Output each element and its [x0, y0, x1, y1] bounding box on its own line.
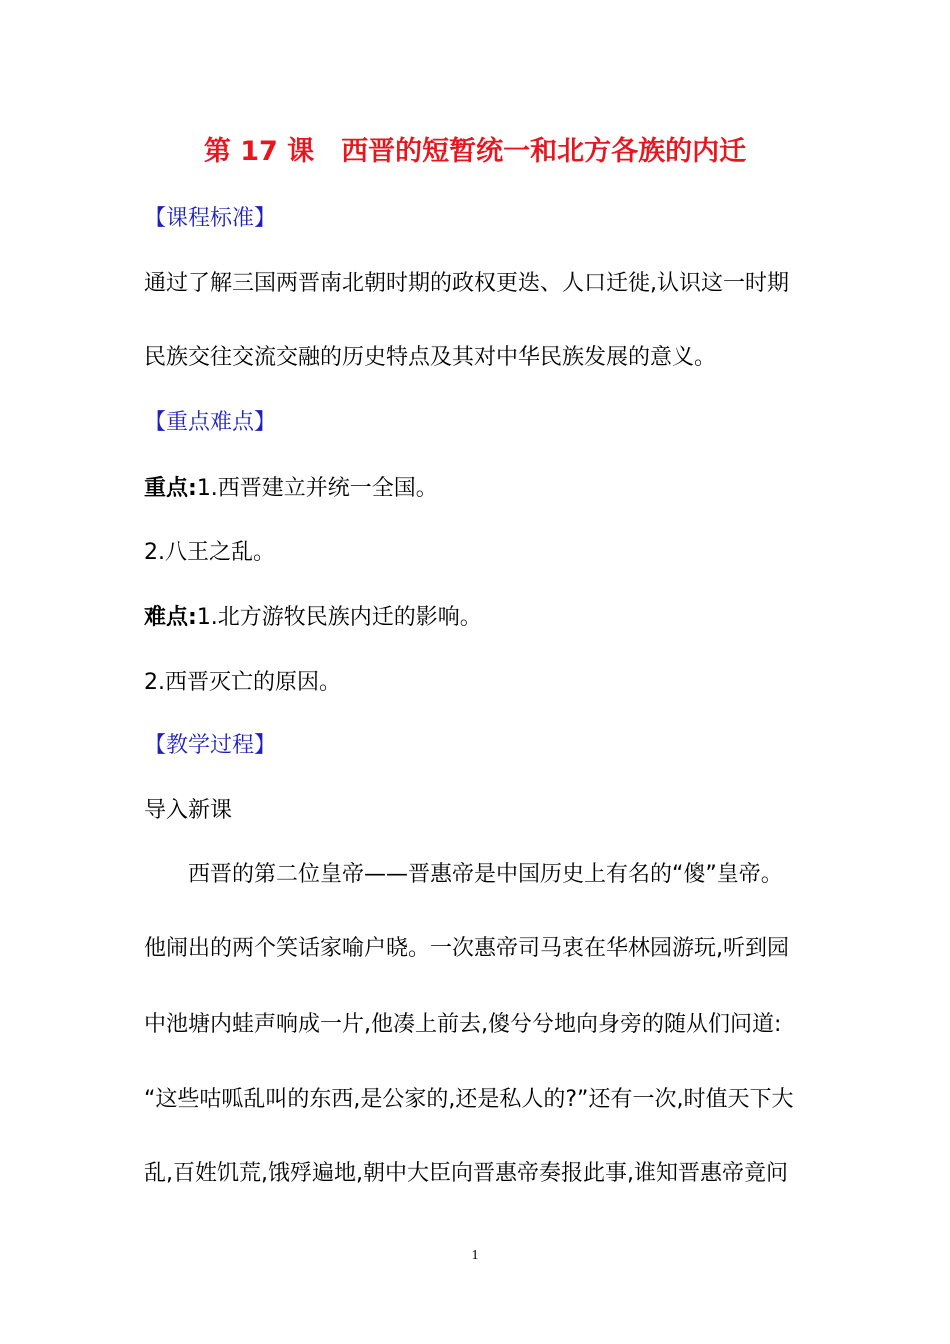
paragraph-line-2: 他闹出的两个笑话家喻户晓。一次惠帝司马衷在华林园游玩,听到园	[144, 936, 789, 961]
paragraph-line-5: 乱,百姓饥荒,饿殍遍地,朝中大臣向晋惠帝奏报此事,谁知晋惠帝竟问	[144, 1161, 788, 1186]
intro-subheading: 导入新课	[144, 798, 233, 823]
page-number: 1	[471, 1248, 479, 1263]
section-heading-standard: 【课程标准】	[144, 206, 277, 231]
lesson-title: 第 17 课 西晋的短暂统一和北方各族的内迁	[203, 136, 747, 167]
section-heading-key-points: 【重点难点】	[144, 410, 277, 435]
difficult-item-2: 2.西晋灭亡的原因。	[144, 670, 341, 695]
paragraph-line-1: 西晋的第二位皇帝——晋惠帝是中国历史上有名的“傻”皇帝。	[188, 862, 783, 887]
key-item-2: 2.八王之乱。	[144, 540, 275, 565]
key-item-1: 1.西晋建立并统一全国。	[196, 476, 438, 501]
section-heading-process: 【教学过程】	[144, 733, 277, 758]
difficult-point-line-1	[144, 603, 482, 633]
standard-line-1: 通过了解三国两晋南北朝时期的政权更迭、人口迁徙,认识这一时期	[144, 271, 789, 296]
paragraph-line-3: 中池塘内蛙声响成一片,他凑上前去,傻兮兮地向身旁的随从们问道:	[144, 1012, 782, 1037]
key-label: 重点:	[144, 476, 197, 501]
difficult-item-1: 1.北方游牧民族内迁的影响。	[196, 605, 482, 630]
paragraph-line-4: “这些咕呱乱叫的东西,是公家的,还是私人的?”还有一次,时值天下大	[144, 1087, 794, 1112]
standard-line-2: 民族交往交流交融的历史特点及其对中华民族发展的意义。	[144, 345, 717, 370]
difficult-label: 难点:	[144, 605, 197, 630]
key-point-line-1	[144, 474, 438, 504]
